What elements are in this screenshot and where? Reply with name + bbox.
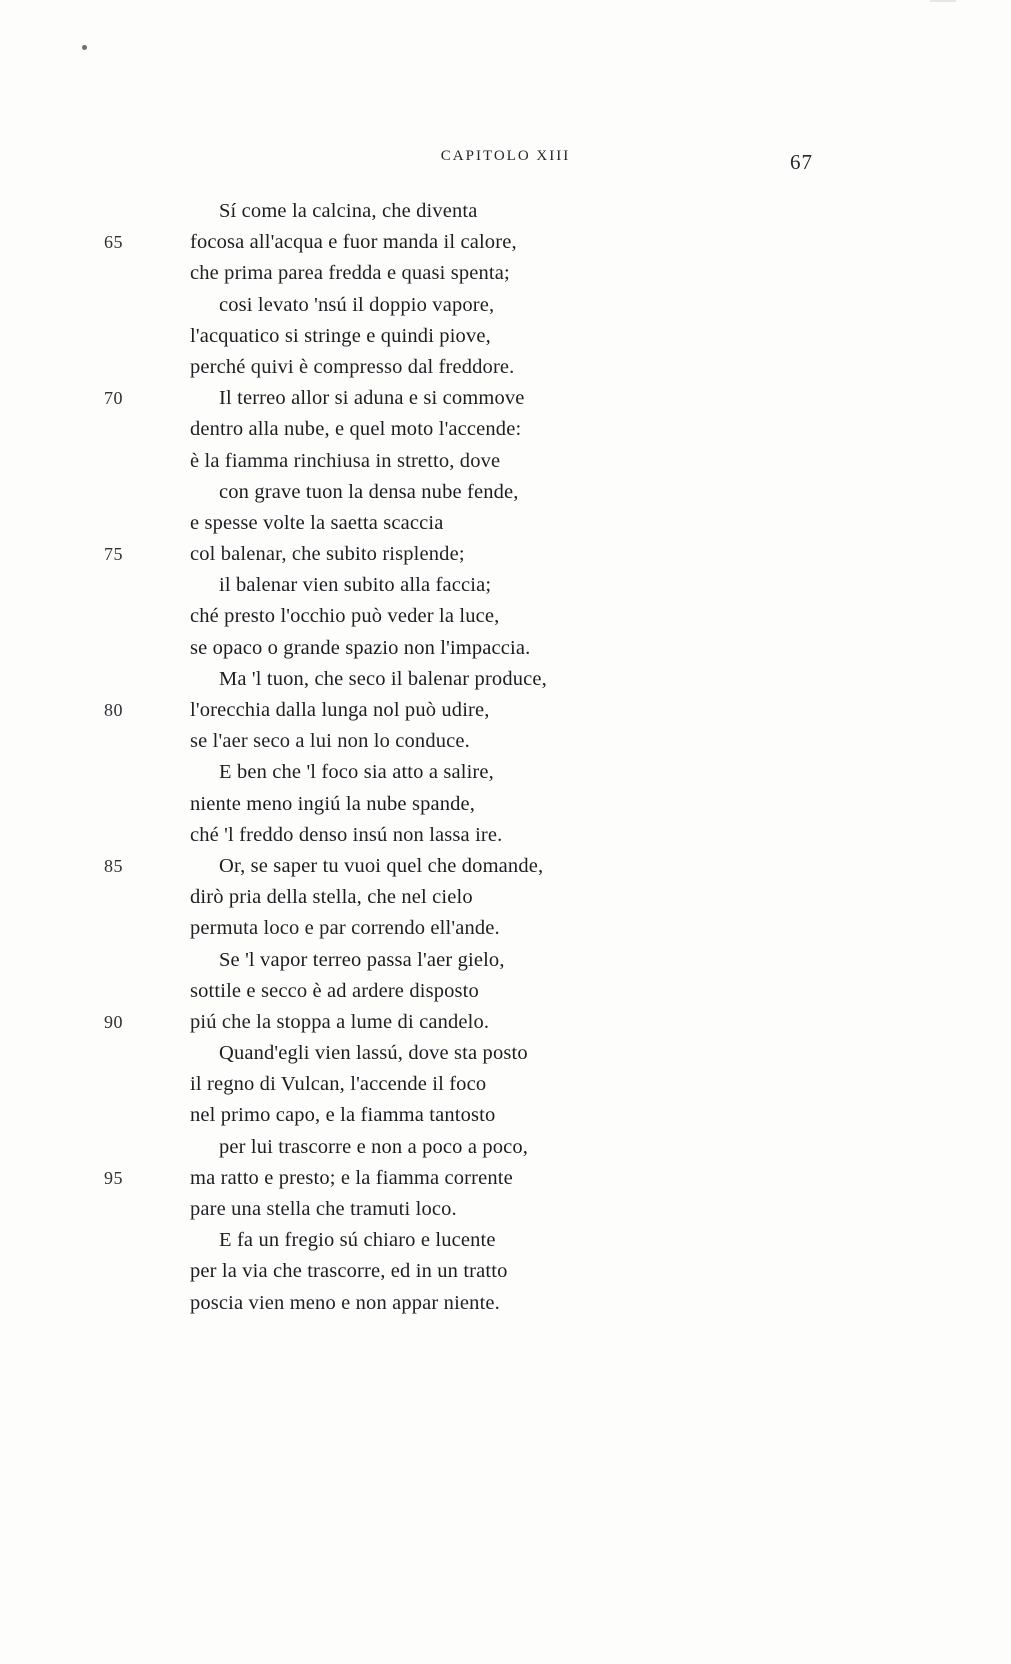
verse-line-number: 85 xyxy=(104,855,123,876)
verse-line xyxy=(0,976,1011,1007)
verse-line-text: nel primo capo, e la fiamma tantosto xyxy=(190,1104,496,1127)
verse-line xyxy=(0,726,1011,757)
verse-line xyxy=(0,664,1011,695)
verse-line-text: se opaco o grande spazio non l'impaccia. xyxy=(190,636,531,659)
verse-line-text: Or, se saper tu vuoi quel che domande, xyxy=(219,854,544,877)
verse-line xyxy=(0,539,1011,570)
verse-line xyxy=(0,258,1011,289)
verse-line xyxy=(0,508,1011,539)
scan-artifact-edge xyxy=(930,0,956,2)
verse-line xyxy=(0,1163,1011,1194)
verse-line-text: è la fiamma rinchiusa in stretto, dove xyxy=(190,449,501,472)
verse-line-text: ché presto l'occhio può veder la luce, xyxy=(190,605,500,628)
verse-line xyxy=(0,851,1011,882)
verse-line-text: per lui trascorre e non a poco a poco, xyxy=(219,1135,529,1158)
verse-line xyxy=(0,789,1011,820)
page-number: 67 xyxy=(790,150,813,174)
verse-line xyxy=(0,446,1011,477)
verse-line-text: Quand'egli vien lassú, dove sta posto xyxy=(219,1042,528,1065)
verse-line-text: ma ratto e presto; e la fiamma corrente xyxy=(190,1166,513,1189)
verse-line xyxy=(0,633,1011,664)
verse-line-text: permuta loco e par correndo ell'ande. xyxy=(190,917,500,940)
verse-line xyxy=(0,321,1011,352)
verse-line xyxy=(0,820,1011,851)
verse-line-text: Se 'l vapor terreo passa l'aer gielo, xyxy=(219,948,505,971)
verse-line-text: il regno di Vulcan, l'accende il foco xyxy=(190,1073,487,1096)
verse-line-text: piú che la stoppa a lume di candelo. xyxy=(190,1010,490,1033)
verse-line-number: 70 xyxy=(104,388,123,409)
verse-line-text: dentro alla nube, e quel moto l'accende: xyxy=(190,418,522,441)
verse-line xyxy=(0,1194,1011,1225)
verse-line xyxy=(0,1038,1011,1069)
verse-line xyxy=(0,196,1011,227)
verse-line-text: dirò pria della stella, che nel cielo xyxy=(190,886,473,909)
verse-line xyxy=(0,1007,1011,1038)
verse-line-text: focosa all'acqua e fuor manda il calore, xyxy=(190,231,517,254)
verse-line xyxy=(0,601,1011,632)
verse-line-text: perché quivi è compresso dal freddore. xyxy=(190,355,515,378)
verse-line xyxy=(0,1069,1011,1100)
verse-line xyxy=(0,1288,1011,1319)
verse-line-text: cosi levato 'nsú il doppio vapore, xyxy=(219,293,495,316)
verse-line xyxy=(0,1225,1011,1256)
verse-line-text: poscia vien meno e non appar niente. xyxy=(190,1291,500,1314)
verse-line xyxy=(0,1256,1011,1287)
verse-line xyxy=(0,383,1011,414)
poem-body xyxy=(0,196,1011,1319)
verse-line xyxy=(0,290,1011,321)
verse-line-text: pare una stella che tramuti loco. xyxy=(190,1198,457,1220)
verse-line xyxy=(0,570,1011,601)
verse-line-text: sottile e secco è ad ardere disposto xyxy=(190,979,479,1002)
verse-line-text: con grave tuon la densa nube fende, xyxy=(219,480,519,503)
verse-line-text: l'orecchia dalla lunga nol può udire, xyxy=(190,699,490,721)
verse-line xyxy=(0,882,1011,913)
verse-line xyxy=(0,1100,1011,1131)
verse-line-text: E ben che 'l foco sia atto a salire, xyxy=(219,761,494,784)
verse-line-text: che prima parea fredda e quasi spenta; xyxy=(190,262,510,285)
verse-line-number: 65 xyxy=(104,232,123,253)
verse-line-text: Sí come la calcina, che diventa xyxy=(219,200,478,222)
verse-line-text: ché 'l freddo denso insú non lassa ire. xyxy=(190,823,503,846)
verse-line-text: niente meno ingiú la nube spande, xyxy=(190,792,476,815)
verse-line-text: Il terreo allor si aduna e si commove xyxy=(219,387,525,410)
verse-line-text: se l'aer seco a lui non lo conduce. xyxy=(190,730,470,753)
verse-line-text: E fa un fregio sú chiaro e lucente xyxy=(219,1229,496,1252)
verse-line-text: e spesse volte la saetta scaccia xyxy=(190,511,444,534)
verse-line xyxy=(0,227,1011,258)
running-title: CAPITOLO XIII xyxy=(440,148,571,164)
verse-line xyxy=(0,352,1011,383)
verse-line-number: 80 xyxy=(104,700,123,720)
verse-line xyxy=(0,477,1011,508)
verse-line-number: 75 xyxy=(104,544,123,565)
verse-line-number: 90 xyxy=(104,1011,123,1032)
verse-line-number: 95 xyxy=(104,1167,123,1188)
verse-line xyxy=(0,945,1011,976)
verse-line-text: col balenar, che subito risplende; xyxy=(190,543,465,566)
verse-line xyxy=(0,695,1011,726)
verse-line xyxy=(0,414,1011,445)
verse-line xyxy=(0,757,1011,788)
verse-line-text: Ma 'l tuon, che seco il balenar produce, xyxy=(219,667,547,690)
page-header xyxy=(0,148,1011,172)
verse-line-text: il balenar vien subito alla faccia; xyxy=(219,574,492,597)
scan-artifact-dot xyxy=(82,45,87,50)
verse-line-text: l'acquatico si stringe e quindi piove, xyxy=(190,324,491,347)
verse-line xyxy=(0,913,1011,944)
verse-line-text: per la via che trascorre, ed in un tratto xyxy=(190,1260,508,1283)
verse-line xyxy=(0,1132,1011,1163)
